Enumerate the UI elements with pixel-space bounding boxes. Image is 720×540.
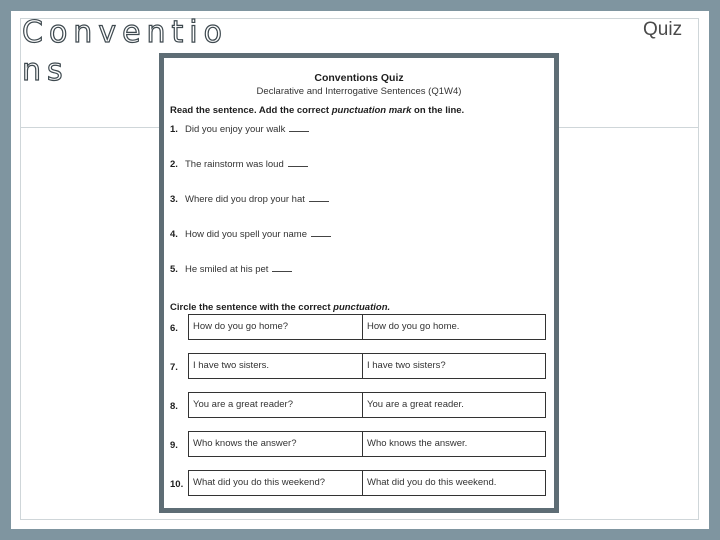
slide-tag: Quiz	[643, 19, 683, 40]
section1-instruction: Read the sentence. Add the correct punctuation mark on the line.	[170, 105, 465, 116]
choice-number: 8.	[170, 401, 178, 412]
choice-option-a[interactable]: What did you do this weekend?	[189, 471, 363, 495]
choice-row	[170, 314, 546, 340]
choice-option-a[interactable]: Who knows the answer?	[189, 432, 363, 456]
choice-number: 9.	[170, 440, 178, 451]
choice-option-b[interactable]: What did you do this weekend.	[367, 477, 497, 488]
worksheet-page	[164, 58, 554, 508]
worksheet-title: Conventions Quiz	[314, 72, 404, 84]
worksheet-image	[159, 53, 559, 513]
answer-blank[interactable]	[309, 192, 329, 202]
section2-instruction: Circle the sentence with the correct punctuation.	[170, 302, 391, 313]
choice-option-b[interactable]: How do you go home.	[367, 321, 460, 332]
choice-row	[170, 392, 546, 418]
question-item: 2. The rainstorm was loud	[170, 157, 308, 170]
question-item: 1. Did you enjoy your walk	[170, 122, 309, 135]
choice-row	[170, 470, 546, 496]
choice-row	[170, 353, 546, 379]
question-item: 5. He smiled at his pet	[170, 262, 292, 275]
choice-number: 7.	[170, 362, 178, 373]
answer-blank[interactable]	[272, 262, 292, 272]
worksheet-subtitle: Declarative and Interrogative Sentences (Q1W4)	[256, 86, 462, 97]
choice-number: 6.	[170, 323, 178, 334]
answer-blank[interactable]	[289, 122, 309, 132]
choice-option-a[interactable]: How do you go home?	[189, 315, 363, 339]
question-item: 4. How did you spell your name	[170, 227, 331, 240]
choice-option-b[interactable]: You are a great reader.	[367, 399, 464, 410]
choice-row	[170, 431, 546, 457]
slide-title: Conventions	[22, 15, 228, 88]
choice-option-b[interactable]: Who knows the answer.	[367, 438, 468, 449]
choice-option-b[interactable]: I have two sisters?	[367, 360, 446, 371]
choice-option-a[interactable]: You are a great reader?	[189, 393, 363, 417]
answer-blank[interactable]	[311, 227, 331, 237]
choice-option-a[interactable]: I have two sisters.	[189, 354, 363, 378]
choice-number: 10.	[170, 479, 184, 490]
question-item: 3. Where did you drop your hat	[170, 192, 329, 205]
answer-blank[interactable]	[288, 157, 308, 167]
